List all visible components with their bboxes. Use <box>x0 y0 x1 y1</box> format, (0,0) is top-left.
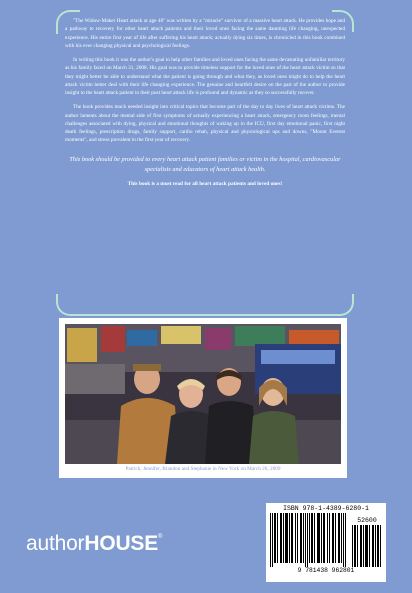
must-read-note: This book is a must read for all heart attack patients and loved ones! <box>127 180 283 187</box>
recommendation-italic: This book should be provided to every heart attack patient families or victim in the hospital, cardiovascular specialists and educators of heart attack health. <box>69 155 341 173</box>
description-paragraph-1: "The Widow-Maker Heart attack at age 48" was written by a "miracle" survivor of a massive heart attack. He provides hope and a pathway to recovery for other heart attack patients and their loved ones facing the same daunting life changing, unexpected experience. His entire first year of life after suffering his heart attack; actually dying six times, is chronicled in this book combined with his ever changing physical and psychological feelings. <box>65 18 345 49</box>
isbn-barcode-box <box>266 503 386 582</box>
ean-barcode <box>270 513 348 567</box>
isbn-digits: 9 781438 962801 <box>297 567 355 574</box>
description-panel <box>56 10 354 316</box>
photo-card <box>59 318 347 478</box>
family-photo <box>65 324 341 464</box>
photo-caption: Patrick, Jennifer, Brandon and Stephanie in New York on March 26, 2009 <box>125 466 281 472</box>
isbn-label: ISBN 978-1-4389-6280-1 <box>283 505 369 512</box>
description-paragraph-2: In writing this book it was the author's goal to help other families and loved ones facing the same devastating unfamiliar territory as his family faced on March 31, 2008. His goal was to provide timeless support for the loved ones of the heart attack victim so that they might better be able to understand what the patient is going through and what they, as loved ones might do to help the heart attack victim better deal with their life changing experience. The genuine and heartfelt desire on the part of the author to provide insight to the heart attack patient in their post heart attack life is profound and dynamic as they so successfully recover. <box>65 57 345 96</box>
publisher-logo: authorHOUSE® <box>26 532 163 555</box>
addon-barcode <box>352 525 382 567</box>
description-paragraph-3: The book provides much needed insight into critical topics that become part of the day to day lives of heart attack victims. The author laments about the mental side of first symptoms of actually experiencing a heart attack, emergency room feelings, mental challenges associated with dying, physical and emotional thoughts of waking up in the ICU, first day emotional panic, first night death feelings, prescription drugs, family support, cardio rehab, physical and physiological ups and downs, "Mount Everest moments", and stress prevalent in the first year of recovery. <box>65 104 345 144</box>
isbn-price-code: 52600 <box>357 517 377 524</box>
